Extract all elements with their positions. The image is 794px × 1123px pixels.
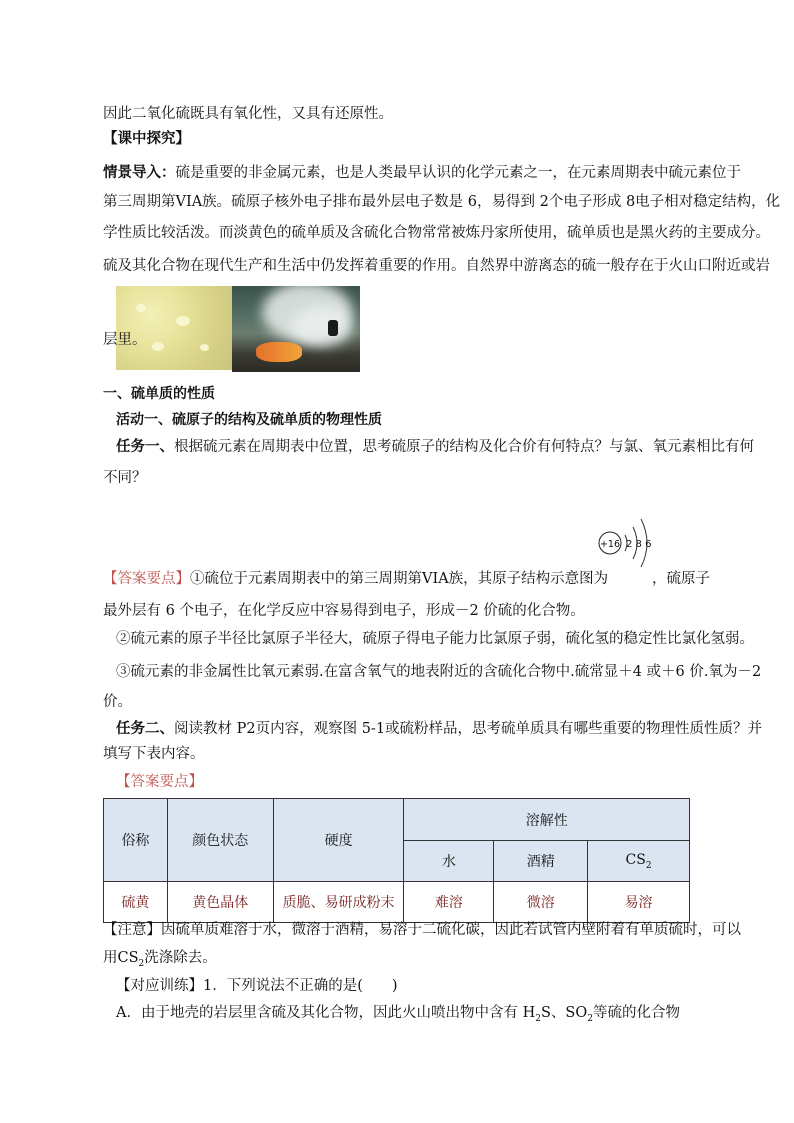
answer-1-para-2: ②硫元素的原子半径比氯原子半径大，硫原子得电子能力比氯原子弱，硫化氢的稳定性比氯化氢弱。: [116, 631, 754, 647]
atom-nucleus-label: +16: [599, 539, 621, 550]
activity-1-heading: 活动一、硫原子的结构及硫单质的物理性质: [116, 412, 382, 428]
cell-hardness: 质脆、易研成粉末: [273, 882, 404, 923]
header-common-name: 俗称: [104, 799, 168, 882]
section-explore-heading: 【课中探究】: [103, 130, 190, 147]
scene-paragraph-line-1: [103, 163, 741, 183]
scene-label: 情景导入：: [103, 164, 176, 181]
note-text-2a: 用CS: [103, 950, 139, 966]
option-a-sub-1: 2: [535, 1013, 541, 1024]
option-a-text-2: S、SO: [540, 1005, 588, 1021]
answer-1-label: 【答案要点】: [103, 571, 190, 587]
answer-1-para-1-line-2: 最外层有 6 个电子，在化学反应中容易得到电子，形成－2 价硫的化合物。: [103, 603, 585, 619]
note-text: 因硫单质难溶于水，微溶于酒精，易溶于二硫化碳，因此若试管内壁附着有单质硫时，可以: [161, 922, 741, 938]
header-cs2: [588, 841, 690, 882]
header-color-state: 颜色状态: [167, 799, 273, 882]
scene-paragraph-line-4: 硫及其化合物在现代生产和生活中仍发挥着重要的作用。自然界中游离态的硫一般存在于火山口附近或岩: [103, 258, 770, 274]
header-alcohol: 酒精: [494, 841, 588, 882]
task-2-text: 阅读教材 P2页内容，观察图 5-1或硫粉样品，思考硫单质具有哪些重要的物理性质性质？并: [174, 721, 763, 737]
note-line-2: [103, 948, 217, 974]
atom-shell-electrons: 2 8 6: [626, 539, 652, 550]
header-water: 水: [404, 841, 494, 882]
practice-question-text: 1．下列说法不正确的是( ): [203, 978, 398, 994]
scene-text-1: 硫是重要的非金属元素，也是人类最早认识的化学元素之一，在元素周期表中硫元素位于: [175, 165, 741, 181]
task-1-text: 根据硫元素在周期表中位置，思考硫原子的结构及化合价有何特点？与氯、氧元素相比有何: [174, 439, 754, 455]
note-text-2b: 洗涤除去。: [144, 950, 217, 966]
option-a-text-3: 等硫的化合物: [592, 1005, 680, 1021]
task-2-label: 任务二、: [116, 720, 174, 737]
cell-common-name: 硫黄: [104, 882, 168, 923]
header-hardness: 硬度: [273, 799, 404, 882]
header-cs2-text: CS: [625, 851, 646, 868]
cell-alcohol: 微溶: [494, 882, 588, 923]
answer-1-text-1: ①硫位于元素周期表中的第三周期第VIA族，其原子结构示意图为: [190, 571, 609, 587]
answer-1-text-1-tail: ，硫原子: [652, 571, 710, 587]
task-2-line-2: 填写下表内容。: [103, 746, 205, 762]
section-heading-1: 一、硫单质的性质: [103, 386, 215, 402]
answer-1-para-3-line-2: 价。: [103, 694, 132, 710]
practice-question: [116, 976, 398, 996]
option-a-sub-2: 2: [587, 1013, 593, 1024]
note-line-1: [103, 920, 741, 940]
header-solubility: 溶解性: [404, 799, 690, 841]
note-label: 【注意】: [103, 922, 161, 938]
sulfur-properties-table: [103, 798, 690, 923]
answer-1-para-3: ③硫元素的非金属性比氧元素弱.在富含氧气的地表附近的含硫化合物中.硫常显＋4 或＋6 价.氧为－2: [116, 664, 762, 680]
volcano-sulfur-photo: [232, 286, 360, 372]
sulfur-atom-structure-diagram: [597, 507, 659, 573]
header-cs2-subscript: 2: [645, 860, 652, 871]
intro-line: 因此二氧化硫既具有氧化性，又具有还原性。: [103, 106, 393, 122]
cell-cs2: 易溶: [588, 882, 690, 923]
scene-paragraph-line-2: 第三周期第VIA族。硫原子核外电子排布最外层电子数是 6，易得到 2个电子形成 8电子相对稳定结构，化: [103, 194, 781, 210]
sulfur-powder-photo: [116, 286, 234, 370]
scene-paragraph-line-3: 学性质比较活泼。而淡黄色的硫单质及含硫化合物常常被炼丹家所使用，硫单质也是黑火药的主要成分。: [103, 225, 770, 241]
answer-1-para-1: [103, 569, 608, 589]
scene-paragraph-line-5: 层里。: [103, 332, 147, 348]
cell-water: 难溶: [404, 882, 494, 923]
option-a-text-1: A．由于地壳的岩层里含硫及其化合物，因此火山喷出物中含有 H: [116, 1005, 536, 1021]
answer-2-label: 【答案要点】: [116, 774, 203, 790]
cell-color-state: 黄色晶体: [167, 882, 273, 923]
practice-label: 【对应训练】: [116, 978, 203, 994]
option-a: [116, 1003, 680, 1029]
task-1-line-1: [116, 437, 754, 457]
task-1-label: 任务一、: [116, 438, 174, 455]
note-cs2-subscript: 2: [138, 958, 145, 969]
task-1-line-2: 不同？: [103, 470, 147, 486]
table-row: [104, 882, 690, 923]
task-2-line-1: [116, 719, 762, 739]
